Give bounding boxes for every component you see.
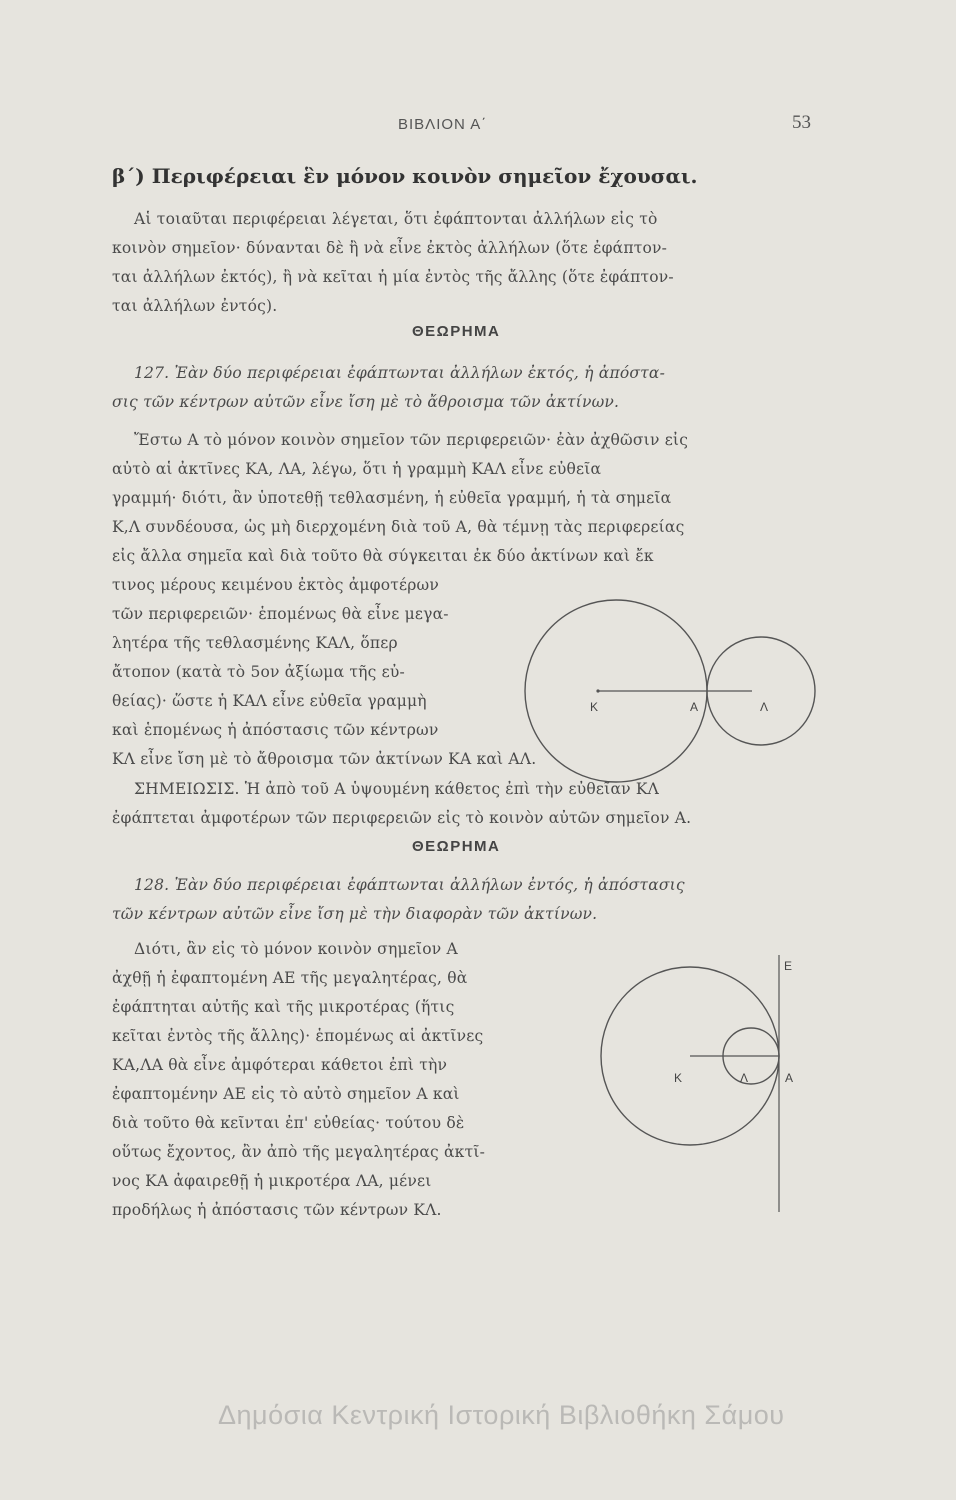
theorem-statement-line: σις τῶν κέντρων αὐτῶν εἶνε ἴση μὲ τὸ ἄθροισμα τῶν ἀκτίνων. — [112, 393, 620, 411]
proof-line: τινος μέρους κειμένου ἐκτὸς ἀμφοτέρων — [112, 576, 440, 594]
label-k: Κ — [674, 1071, 683, 1085]
page-number: 53 — [792, 112, 811, 133]
theorem-statement-line: 128. Ἐὰν δύο περιφέρειαι ἐφάπτωνται ἀλλήλων ἐντός, ἡ ἀπόστασις — [134, 876, 685, 894]
label-l: Λ — [760, 700, 769, 714]
proof-line: νος ΚΑ ἀφαιρεθῇ ἡ μικροτέρα ΛΑ, μένει — [112, 1172, 432, 1190]
proof-line: ἐφάπτηται αὐτῆς καὶ τῆς μικροτέρας (ἥτις — [112, 998, 455, 1016]
theorem-title: ΘΕΩΡΗΜΑ — [412, 838, 501, 855]
library-watermark: Δημόσια Κεντρική Ιστορική Βιβλιοθήκη Σάμου — [218, 1400, 785, 1430]
proof-line: ἐφαπτομένην ΑΕ εἰς τὸ αὐτὸ σημεῖον Α καὶ — [112, 1085, 460, 1103]
proof-line: ΚΛ εἶνε ἴση μὲ τὸ ἄθροισμα τῶν ἀκτίνων ΚΑ καὶ ΑΛ. — [112, 750, 537, 768]
theorem-statement-line: 127. Ἐὰν δύο περιφέρειαι ἐφάπτωνται ἀλλήλων ἐκτός, ἡ ἀπόστα- — [134, 364, 666, 382]
intro-line: κοινὸν σημεῖον· δύνανται δὲ ἢ νὰ εἶνε ἐκτὸς ἀλλήλων (ὅτε ἐφάπτον- — [112, 239, 668, 257]
center-point-k — [596, 689, 599, 692]
proof-line: ΚΑ,ΛΑ θὰ εἶνε ἀμφότεραι κάθετοι ἐπὶ τὴν — [112, 1056, 448, 1074]
label-a: Α — [690, 700, 699, 714]
figure-internal-tangency — [601, 955, 793, 1212]
proof-line: Κ,Λ συνδέουσα, ὡς μὴ διερχομένη διὰ τοῦ Α, θὰ τέμνῃ τὰς περιφερείας — [112, 518, 685, 536]
theorem-statement-line: τῶν κέντρων αὐτῶν εἶνε ἴση μὲ τὴν διαφορὰν τῶν ἀκτίνων. — [112, 905, 598, 923]
intro-line: ται ἀλλήλων ἐκτός), ἢ νὰ κεῖται ἡ μία ἐντὸς τῆς ἄλλης (ὅτε ἐφάπτον- — [112, 268, 674, 286]
theorem-title: ΘΕΩΡΗΜΑ — [412, 323, 501, 340]
proof-line: ἀχθῇ ἡ ἐφαπτομένη ΑΕ τῆς μεγαλητέρας, θὰ — [112, 969, 468, 987]
label-k: Κ — [590, 700, 599, 714]
running-header: ΒΙΒΛΙΟΝ Α΄ — [398, 116, 488, 133]
intro-line: ται ἀλλήλων ἐντός). — [112, 297, 278, 315]
proof-line: καὶ ἑπομένως ἡ ἀπόστασις τῶν κέντρων — [112, 721, 439, 739]
proof-line: αὐτὸ αἱ ἀκτῖνες ΚΑ, ΛΑ, λέγω, ὅτι ἡ γραμμὴ ΚΑΛ εἶνε εὐθεῖα — [112, 460, 602, 478]
section-heading: β΄) Περιφέρειαι ἓν μόνον κοινὸν σημεῖον ἔχουσαι. — [112, 164, 698, 188]
proof-line: θείας)· ὥστε ἡ ΚΑΛ εἶνε εὐθεῖα γραμμὴ — [112, 692, 427, 710]
label-l: Λ — [740, 1071, 749, 1085]
proof-line: προδήλως ἡ ἀπόστασις τῶν κέντρων ΚΛ. — [112, 1201, 442, 1219]
figure-external-tangency — [525, 600, 815, 782]
note-line: ΣΗΜΕΙΩΣΙΣ. Ἡ ἀπὸ τοῦ Α ὑψουμένη κάθετος ἐπὶ τὴν εὐθεῖαν ΚΛ — [134, 780, 660, 798]
label-a: Α — [785, 1071, 794, 1085]
intro-line: Αἱ τοιαῦται περιφέρειαι λέγεται, ὅτι ἐφάπτονται ἀλλήλων εἰς τὸ — [134, 210, 658, 228]
proof-line: ἄτοπον (κατὰ τὸ 5ον ἀξίωμα τῆς εὐ- — [112, 663, 405, 681]
proof-line: τῶν περιφερειῶν· ἑπομένως θὰ εἶνε μεγα- — [112, 605, 449, 623]
proof-line: οὕτως ἔχοντος, ἂν ἀπὸ τῆς μεγαλητέρας ἀκτῖ- — [112, 1143, 486, 1161]
proof-line: γραμμή· διότι, ἂν ὑποτεθῇ τεθλασμένη, ἡ εὐθεῖα γραμμή, ἡ τὰ σημεῖα — [112, 489, 672, 507]
proof-line: Διότι, ἂν εἰς τὸ μόνον κοινὸν σημεῖον Α — [134, 940, 458, 958]
proof-line: λητέρα τῆς τεθλασμένης ΚΑΛ, ὅπερ — [112, 634, 398, 652]
proof-line: εἰς ἄλλα σημεῖα καὶ διὰ τοῦτο θὰ σύγκειται ἐκ δύο ἀκτίνων καὶ ἔκ — [112, 547, 654, 565]
proof-line: Ἔστω Α τὸ μόνον κοινὸν σημεῖον τῶν περιφερειῶν· ἐὰν ἀχθῶσιν εἰς — [134, 431, 689, 449]
proof-line: διὰ τοῦτο θὰ κεῖνται ἐπ' εὐθείας· τούτου δὲ — [112, 1114, 465, 1132]
proof-line: κεῖται ἐντὸς τῆς ἄλλης)· ἑπομένως αἱ ἀκτῖνες — [112, 1027, 484, 1045]
label-e: Ε — [784, 959, 793, 973]
note-line: ἐφάπτεται ἀμφοτέρων τῶν περιφερειῶν εἰς τὸ κοινὸν αὐτῶν σημεῖον Α. — [112, 809, 692, 827]
